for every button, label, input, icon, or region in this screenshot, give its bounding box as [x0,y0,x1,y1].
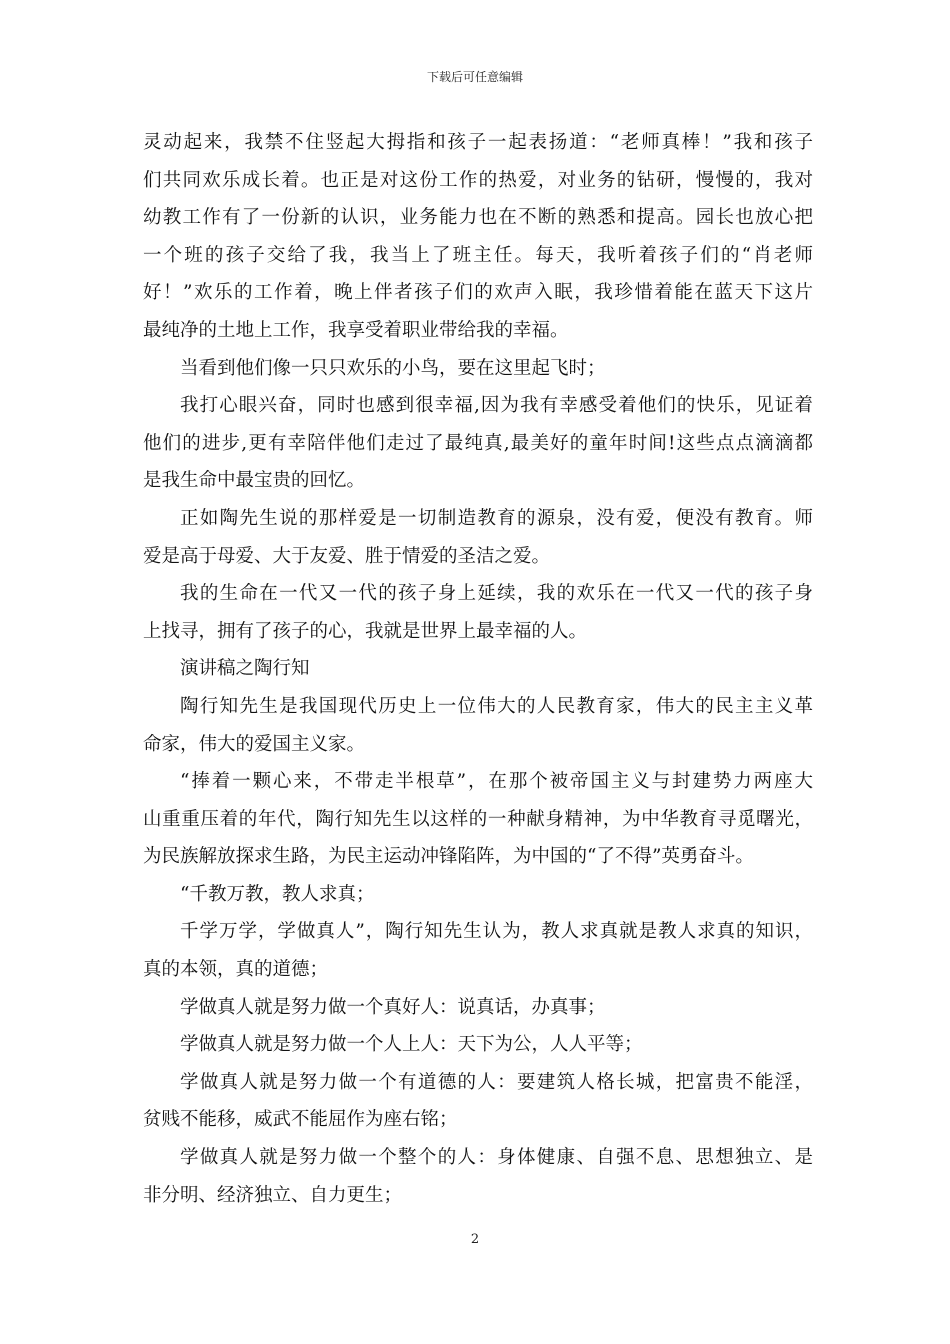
text-line: 陶行知先生是我国现代历史上一位伟大的人民教育家，伟大的民主主义革 [180,695,813,717]
page-number: 2 [470,1232,480,1247]
text-line: 贫贱不能移，威武不能屈作为座右铭； [143,1109,458,1131]
text-line: “千教万教，教人求真； [180,883,375,905]
page-header: 下载后可任意编辑 [426,70,523,84]
text-line: 非分明、经济独立、自力更生； [143,1184,403,1206]
text-line: 幼教工作有了一份新的认识，业务能力也在不断的熟悉和提高。园长也放心把 [143,207,813,229]
text-line: “捧着一颗心来，不带走半根草”，在那个被帝国主义与封建势力两座大 [180,771,813,793]
text-line: 他们的进步,更有幸陪伴他们走过了最纯真,最美好的童年时间!这些点点滴滴都 [143,432,813,454]
text-line: 命家，伟大的爱国主义家。 [143,733,366,755]
text-line: 灵动起来，我禁不住竖起大拇指和孩子一起表扬道：“老师真棒！”我和孩子 [143,132,813,153]
text-line: 为民族解放探求生路，为民主运动冲锋陷阵，为中国的“了不得”英勇奋斗。 [143,846,754,868]
text-line: 是我生命中最宝贵的回忆。 [143,470,366,492]
text-line: 正如陶先生说的那样爱是一切制造教育的源泉，没有爱，便没有教育。师 [180,507,813,529]
text-line: 爱是高于母爱、大于友爱、胜于情爱的圣洁之爱。 [143,545,551,567]
text-line: 山重重压着的年代，陶行知先生以这样的一种献身精神，为中华教育寻觅曙光， [143,808,813,830]
text-line: 学做真人就是努力做一个真好人：说真话，办真事； [180,996,606,1018]
text-line: 我的生命在一代又一代的孩子身上延续，我的欢乐在一代又一代的孩子身 [180,583,813,605]
text-line: 学做真人就是努力做一个人上人：天下为公，人人平等； [180,1034,643,1056]
text-line: 真的本领，真的道德； [143,959,329,981]
document-body [143,124,813,1214]
text-line: 当看到他们像一只只欢乐的小鸟，要在这里起飞时； [180,357,606,379]
text-line: 学做真人就是努力做一个整个的人：身体健康、自强不息、思想独立、是 [180,1147,813,1169]
text-line: 好！”欢乐的工作着，晚上伴者孩子们的欢声入眠，我珍惜着能在蓝天下这片 [143,282,813,304]
text-line: 上找寻，拥有了孩子的心，我就是世界上最幸福的人。 [143,620,588,642]
text-line: 最纯净的土地上工作，我享受着职业带给我的幸福。 [143,319,569,341]
text-line: 一个班的孩子交给了我，我当上了班主任。每天，我听着孩子们的“肖老师 [143,244,813,266]
text-line: 我打心眼兴奋，同时也感到很幸福,因为我有幸感受着他们的快乐，见证着 [180,395,813,417]
text-line: 学做真人就是努力做一个有道德的人：要建筑人格长城，把富贵不能淫， [180,1071,813,1093]
text-line: 演讲稿之陶行知 [180,658,310,680]
text-line: 们共同欢乐成长着。也正是对这份工作的热爱，对业务的钻研，慢慢的，我对 [143,169,813,191]
text-line: 千学万学，学做真人”，陶行知先生认为，教人求真就是教人求真的知识， [180,921,813,943]
